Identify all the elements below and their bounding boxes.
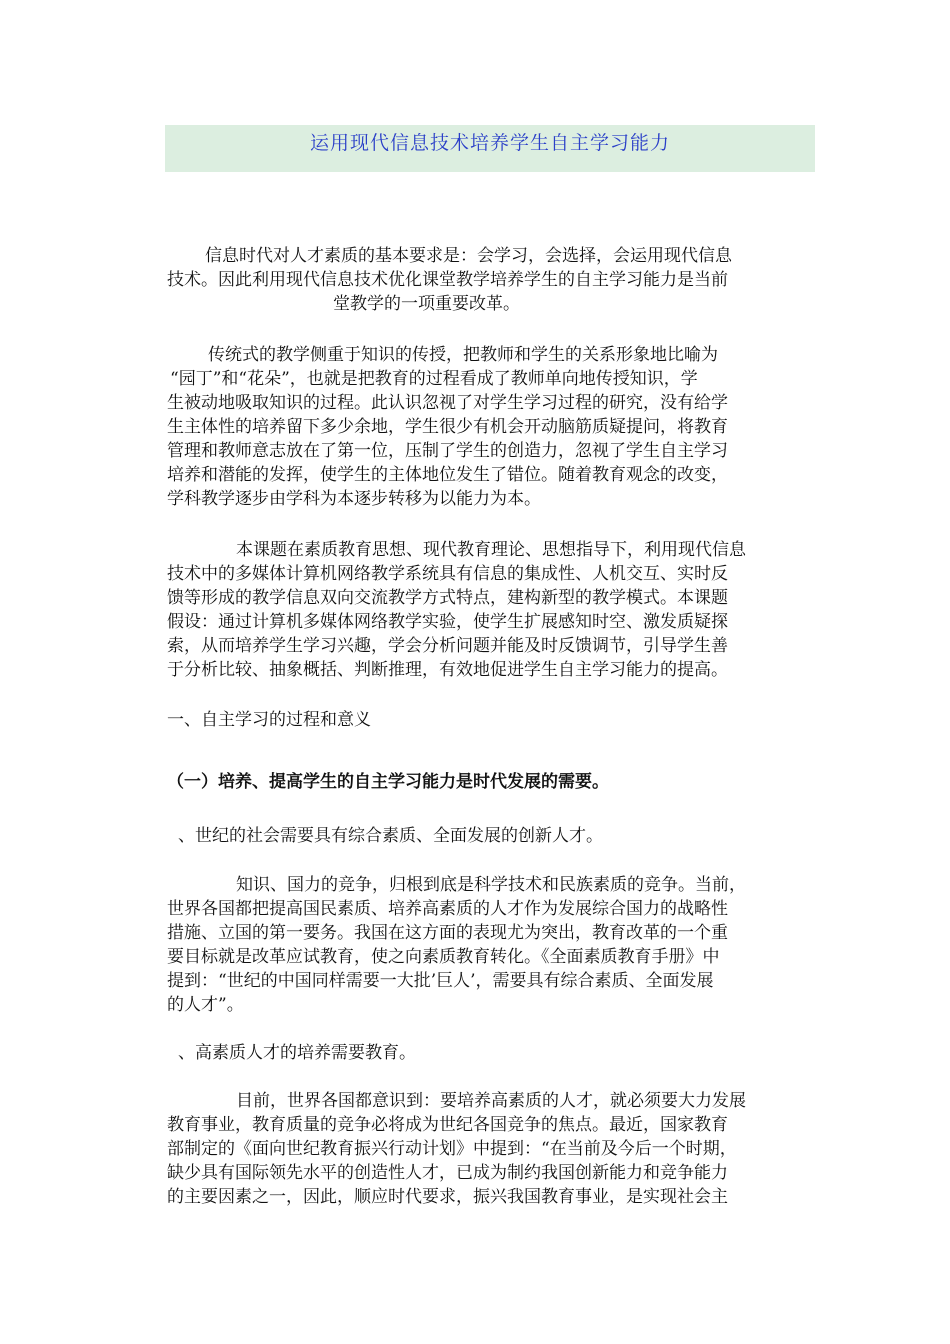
point-heading: 、世纪的社会需要具有综合素质、全面发展的创新人才。 <box>178 826 603 846</box>
document-title: 运用现代信息技术培养学生自主学习能力 <box>309 132 670 154</box>
text-line: 生主体性的培养留下多少余地，学生很少有机会开动脑筋质疑提问，将教育 <box>167 417 728 437</box>
text-line: 目前，世界各国都意识到：要培养高素质的人才，就必须要大力发展 <box>236 1091 746 1111</box>
text-line: 知识、国力的竞争，归根到底是科学技术和民族素质的竞争。当前， <box>236 875 746 895</box>
text-line: 馈等形成的教学信息双向交流教学方式特点，建构新型的教学模式。本课题 <box>167 588 728 608</box>
text-line: 技术中的多媒体计算机网络教学系统具有信息的集成性、人机交互、实时反 <box>167 564 728 584</box>
text-line: 生被动地吸取知识的过程。此认识忽视了对学生学习过程的研究，没有给学 <box>167 393 728 413</box>
text-line: 教育事业，教育质量的竞争必将成为世纪各国竞争的焦点。最近，国家教育 <box>167 1115 728 1135</box>
text-line: 堂教学的一项重要改革。 <box>333 294 520 314</box>
section-heading: 一、自主学习的过程和意义 <box>167 710 371 730</box>
text-line: 于分析比较、抽象概括、判断推理，有效地促进学生自主学习能力的提高。 <box>167 660 728 680</box>
text-line: 世界各国都把提高国民素质、培养高素质的人才作为发展综合国力的战略性 <box>167 899 728 919</box>
text-line: 假设：通过计算机多媒体网络教学实验，使学生扩展感知时空、激发质疑探 <box>167 612 728 632</box>
text-line: 传统式的教学侧重于知识的传授，把教师和学生的关系形象地比喻为 <box>208 345 718 365</box>
text-line: 学科教学逐步由学科为本逐步转移为以能力为本。 <box>167 489 541 509</box>
text-line: 部制定的《面向世纪教育振兴行动计划》中提到：“在当前及今后一个时期， <box>167 1139 737 1159</box>
text-line: “园丁”和“花朵”，也就是把教育的过程看成了教师单向地传授知识，学 <box>170 369 698 389</box>
text-line: 要目标就是改革应试教育，使之向素质教育转化。《全面素质教育手册》中 <box>167 947 720 967</box>
subsection-heading: （一）培养、提高学生的自主学习能力是时代发展的需要。 <box>167 772 609 792</box>
point-heading: 、高素质人才的培养需要教育。 <box>178 1043 416 1063</box>
text-line: 本课题在素质教育思想、现代教育理论、思想指导下，利用现代信息 <box>236 540 746 560</box>
text-line: 提到：“世纪的中国同样需要一大批’巨人’，需要具有综合素质、全面发展 <box>167 971 714 991</box>
text-line: 管理和教师意志放在了第一位，压制了学生的创造力，忽视了学生自主学习 <box>167 441 728 461</box>
text-line: 的主要因素之一，因此，顺应时代要求，振兴我国教育事业，是实现社会主 <box>167 1187 728 1207</box>
text-line: 索，从而培养学生学习兴趣，学会分析问题并能及时反馈调节，引导学生善 <box>167 636 728 656</box>
text-line: 信息时代对人才素质的基本要求是：会学习，会选择，会运用现代信息 <box>205 246 732 266</box>
text-line: 的人才”。 <box>167 995 244 1015</box>
text-line: 措施、立国的第一要务。我国在这方面的表现尤为突出，教育改革的一个重 <box>167 923 728 943</box>
text-line: 培养和潜能的发挥，使学生的主体地位发生了错位。随着教育观念的改变， <box>167 465 728 485</box>
text-line: 技术。因此利用现代信息技术优化课堂教学培养学生的自主学习能力是当前 <box>167 270 728 290</box>
text-line: 缺少具有国际领先水平的创造性人才，已成为制约我国创新能力和竞争能力 <box>167 1163 728 1183</box>
